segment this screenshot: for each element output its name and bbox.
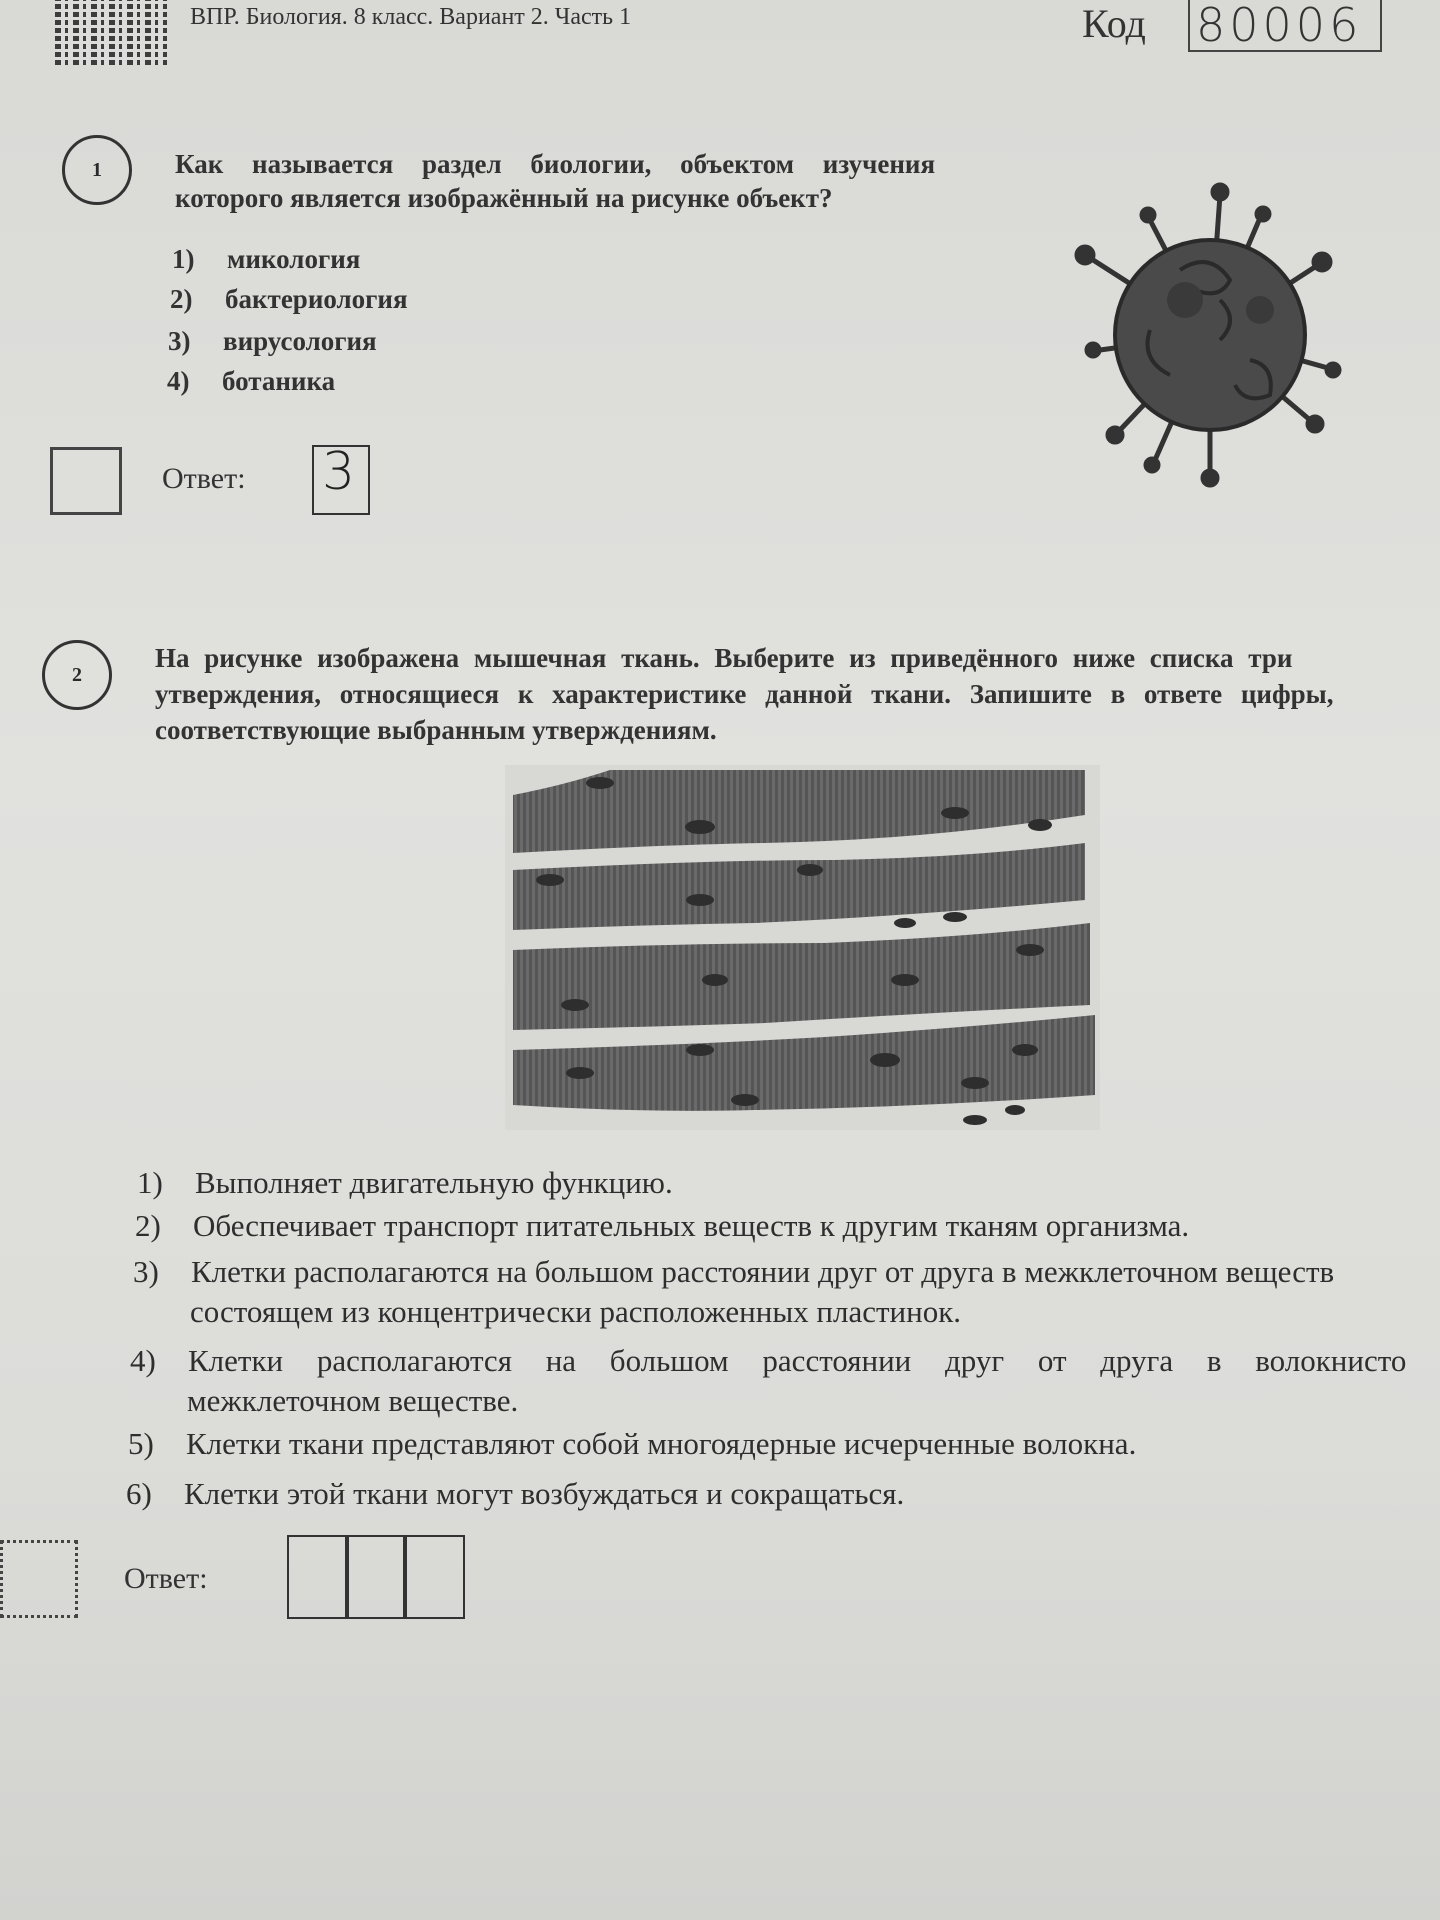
task2-statement-5: 5) Клетки ткани представляют собой многоядерные исчерченные волокна.: [128, 1426, 1137, 1461]
header-title: ВПР. Биология. 8 класс. Вариант 2. Часть 1: [190, 4, 632, 30]
task2-answer-label: Ответ:: [124, 1562, 208, 1595]
task1-answer-value: 3: [322, 442, 356, 502]
virus-illustration: [1060, 180, 1360, 490]
task2-answer-cell-2[interactable]: [345, 1535, 407, 1619]
task2-question-line2: утверждения, относящиеся к характеристике данной ткани. Запишите в ответе цифры,: [155, 679, 1334, 709]
task2-score-box[interactable]: [0, 1540, 78, 1618]
task1-number-circle: [62, 135, 132, 205]
code-value: 80006: [1196, 0, 1363, 52]
task2-statement-4-line2: межклеточном веществе.: [187, 1383, 519, 1418]
task2-statement-1: 1) Выполняет двигательную функцию.: [137, 1165, 673, 1200]
task2-number: 2: [72, 663, 82, 686]
task1-question-line2: которого является изображённый на рисунке объект?: [175, 183, 833, 213]
code-label: Код: [1082, 1, 1146, 46]
task2-statement-3-line2: состоящем из концентрически расположенных пластинок.: [190, 1294, 962, 1329]
muscle-tissue-illustration: [505, 765, 1100, 1130]
task2-answer-cell-3[interactable]: [403, 1535, 465, 1619]
task2-number-circle: [42, 640, 112, 710]
task2-answer-cell-1[interactable]: [287, 1535, 349, 1619]
task1-number: 1: [92, 158, 102, 181]
task1-option-4: 4) ботаника: [167, 366, 336, 396]
task1-option-1: 1) микология: [172, 244, 361, 274]
task1-option-2: 2) бактериология: [170, 284, 408, 314]
task2-statement-2: 2) Обеспечивает транспорт питательных веществ к другим тканям организма.: [135, 1208, 1190, 1243]
task1-option-3: 3) вирусология: [168, 326, 377, 356]
task1-question-line1: Как называется раздел биологии, объектом изучения: [175, 149, 936, 179]
task2-question-line3: соответствующие выбранным утверждениям.: [155, 715, 717, 745]
task1-answer-label: Ответ:: [162, 462, 246, 495]
task2-statement-6: 6) Клетки этой ткани могут возбуждаться и сокращаться.: [126, 1476, 905, 1511]
task2-question-line1: На рисунке изображена мышечная ткань. Выберите из приведённого ниже списка три: [155, 643, 1293, 673]
task2-statement-3: 3) Клетки располагаются на большом расстоянии друг от друга в межклеточном веществ: [133, 1254, 1335, 1289]
qr-code: [55, 0, 167, 65]
task1-score-box[interactable]: [50, 447, 122, 515]
task2-statement-4: 4) Клетки располагаются на большом расстоянии друг от друга в волокнисто: [130, 1343, 1407, 1378]
